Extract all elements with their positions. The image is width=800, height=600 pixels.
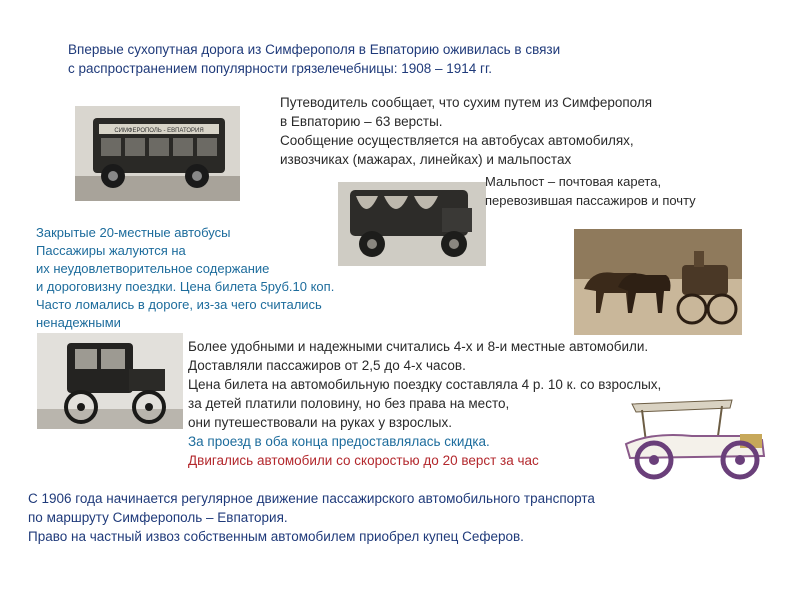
guide-line-3: Сообщение осуществляется на автобусах автомобилях, [280, 133, 634, 148]
buses-text [36, 224, 334, 332]
malpost-line-2: перевозившая пассажиров и почту [485, 193, 696, 208]
malpost-line-1: Мальпост – почтовая карета, [485, 174, 662, 189]
taxi-car-photo [37, 333, 183, 429]
intro-line-2: с распространением популярности грязелечебницы: 1908 – 1914 гг. [68, 61, 492, 76]
buses-line-5: Часто ломались в дороге, из-за чего считались [36, 297, 322, 312]
guide-text [280, 93, 652, 169]
buses-line-3: их неудовлетворительное содержание [36, 261, 270, 276]
cars-line-3: Цена билета на автомобильную поездку составляла 4 р. 10 к. со взрослых, [188, 377, 662, 392]
guide-line-1: Путеводитель сообщает, что сухим путем из Симферополя [280, 95, 653, 110]
buses-line-2: Пассажиры жалуются на [36, 243, 186, 258]
cars-line-6: За проезд в оба конца предоставлялась скидка. [188, 434, 490, 449]
malpost-text [485, 172, 696, 210]
bus-photo [75, 106, 240, 201]
guide-line-2: в Евпаторию – 63 версты. [280, 114, 443, 129]
bus-sign-text: СИМФЕРОПОЛЬ - ЕВПАТОРИЯ [114, 128, 204, 134]
buses-line-6: ненадежными [36, 315, 121, 330]
vintage-car-photo [612, 392, 777, 487]
cars-line-5: они путешествовали на руках у взрослых. [188, 415, 452, 430]
intro-text [68, 40, 560, 78]
history-line-1: С 1906 года начинается регулярное движение пассажирского автомобильного транспорта [28, 491, 595, 506]
history-line-3: Право на частный извоз собственным автомобилем приобрел купец Сеферов. [28, 529, 524, 544]
cars-line-1: Более удобными и надежными считались 4-х и 8-и местные автомобили. [188, 339, 649, 354]
buses-line-1: Закрытые 20-местные автобусы [36, 225, 231, 240]
intro-line-1: Впервые сухопутная дорога из Симферополя в Евпаторию оживилась в связи [68, 42, 561, 57]
guide-line-4: извозчиках (мажарах, линейках) и мальпостах [280, 152, 572, 167]
cars-line-4: за детей платили половину, но без права на место, [188, 396, 510, 411]
cars-line-7: Двигались автомобили со скоростью до 20 верст за час [188, 453, 539, 468]
malpost-car-photo [338, 182, 486, 266]
cars-text [188, 337, 661, 470]
buses-line-4: и дороговизну поездки. Цена билета 5руб.10 коп. [36, 279, 335, 294]
horse-carriage-photo [574, 229, 742, 335]
history-text [28, 489, 595, 546]
history-line-2: по маршруту Симферополь – Евпатория. [28, 510, 288, 525]
cars-line-2: Доставляли пассажиров от 2,5 до 4-х часов. [188, 358, 466, 373]
